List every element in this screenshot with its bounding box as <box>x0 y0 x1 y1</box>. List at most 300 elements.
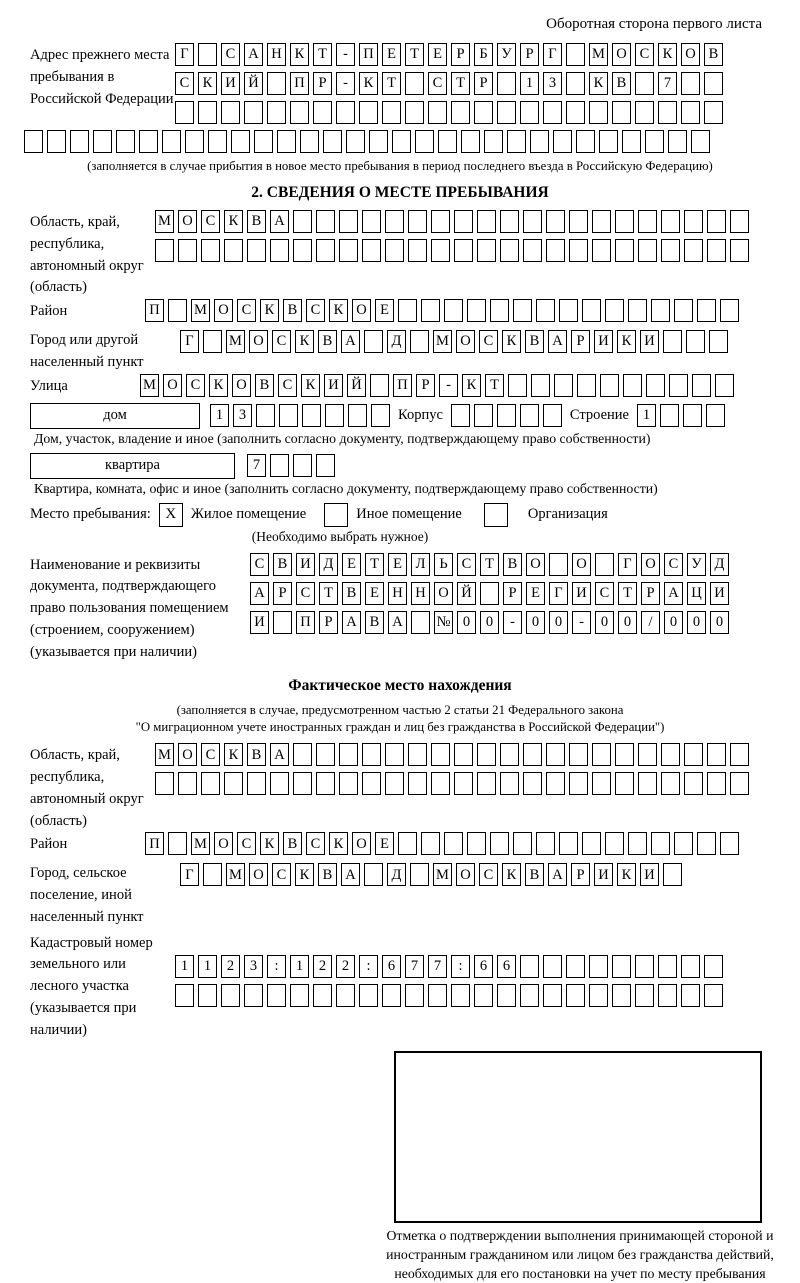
char-box <box>316 210 335 233</box>
char-box <box>709 330 728 353</box>
char-box: П <box>145 832 164 855</box>
char-box <box>451 984 470 1007</box>
char-box: 3 <box>543 72 562 95</box>
char-box <box>454 743 473 766</box>
char-box: С <box>306 299 325 322</box>
district-label: Район <box>30 303 68 319</box>
char-box <box>531 374 550 397</box>
char-box <box>566 72 585 95</box>
char-box: И <box>221 72 240 95</box>
char-box: : <box>451 955 470 978</box>
char-box: И <box>640 330 659 353</box>
char-box: П <box>145 299 164 322</box>
char-box <box>231 130 250 153</box>
char-box <box>371 404 390 427</box>
char-box: М <box>140 374 159 397</box>
char-box: И <box>594 330 613 353</box>
char-box: А <box>342 611 361 634</box>
char-box <box>385 772 404 795</box>
char-box: И <box>296 553 315 576</box>
char-box: Г <box>543 43 562 66</box>
char-box <box>684 743 703 766</box>
char-box: Г <box>180 863 199 886</box>
char-box <box>684 239 703 262</box>
char-box: Д <box>710 553 729 576</box>
char-box: С <box>175 72 194 95</box>
char-box: Р <box>503 582 522 605</box>
char-box: 0 <box>526 611 545 634</box>
char-box: Й <box>457 582 476 605</box>
char-box <box>500 772 519 795</box>
char-box <box>513 832 532 855</box>
char-box <box>382 984 401 1007</box>
char-box: 6 <box>497 955 516 978</box>
char-box <box>454 772 473 795</box>
char-box <box>681 101 700 124</box>
char-box: О <box>612 43 631 66</box>
char-box <box>720 299 739 322</box>
char-box: В <box>255 374 274 397</box>
char-box <box>293 772 312 795</box>
char-box <box>638 743 657 766</box>
char-box <box>254 130 273 153</box>
actual-region-group <box>30 743 800 832</box>
house-row <box>30 403 800 429</box>
char-box <box>467 832 486 855</box>
char-box: С <box>221 43 240 66</box>
char-box <box>681 955 700 978</box>
char-box <box>615 239 634 262</box>
char-box: Р <box>571 863 590 886</box>
char-box: В <box>318 863 337 886</box>
char-box <box>520 101 539 124</box>
char-box <box>359 984 378 1007</box>
prev-address-row-2 <box>175 72 723 95</box>
char-box <box>267 101 286 124</box>
document-row-2 <box>250 582 729 605</box>
char-box: В <box>318 330 337 353</box>
char-box <box>385 743 404 766</box>
char-box: М <box>191 832 210 855</box>
document-row-1 <box>250 553 729 576</box>
char-box <box>290 101 309 124</box>
char-box: К <box>224 210 243 233</box>
char-box <box>273 611 292 634</box>
char-box <box>277 130 296 153</box>
char-box: - <box>336 72 355 95</box>
char-box: Р <box>520 43 539 66</box>
char-box: В <box>503 553 522 576</box>
char-box: Р <box>641 582 660 605</box>
char-box <box>454 210 473 233</box>
char-box: 0 <box>618 611 637 634</box>
char-box: В <box>612 72 631 95</box>
char-box: Й <box>244 72 263 95</box>
char-box <box>410 863 429 886</box>
char-box <box>707 743 726 766</box>
confirmation-stamp-box <box>394 1051 762 1223</box>
char-box: Е <box>365 582 384 605</box>
char-box: О <box>641 553 660 576</box>
char-box <box>451 404 470 427</box>
char-box: 0 <box>687 611 706 634</box>
char-box <box>155 772 174 795</box>
char-box <box>546 772 565 795</box>
char-box <box>500 239 519 262</box>
char-box: Е <box>526 582 545 605</box>
char-box: О <box>163 374 182 397</box>
char-box <box>707 772 726 795</box>
char-box <box>661 743 680 766</box>
char-box <box>293 454 312 477</box>
char-box: К <box>290 43 309 66</box>
char-box <box>484 130 503 153</box>
char-box: О <box>434 582 453 605</box>
char-box: В <box>273 553 292 576</box>
char-box <box>566 984 585 1007</box>
char-box: С <box>306 832 325 855</box>
char-box: С <box>201 210 220 233</box>
char-box <box>576 130 595 153</box>
char-box <box>336 984 355 1007</box>
char-box: 0 <box>595 611 614 634</box>
char-box <box>549 553 568 576</box>
cadastral-label: Кадастровый номер земельного или лесного участка (указывается при наличии) <box>30 934 153 1038</box>
char-box <box>474 404 493 427</box>
char-box <box>592 743 611 766</box>
actual-location-note-1: (заполняется в случае, предусмотренном частью 2 статьи 21 Федерального закона <box>176 703 624 718</box>
char-box: А <box>388 611 407 634</box>
char-box <box>490 832 509 855</box>
char-box <box>546 743 565 766</box>
char-box: К <box>589 72 608 95</box>
char-box <box>203 863 222 886</box>
char-box <box>175 984 194 1007</box>
char-box: - <box>503 611 522 634</box>
char-box <box>536 832 555 855</box>
char-box <box>364 330 383 353</box>
char-box <box>681 984 700 1007</box>
char-box <box>431 239 450 262</box>
char-box: У <box>687 553 706 576</box>
char-box <box>267 72 286 95</box>
actual-district-group <box>30 832 800 861</box>
char-box: О <box>178 210 197 233</box>
char-box: И <box>324 374 343 397</box>
char-box: К <box>617 330 636 353</box>
char-box <box>523 210 542 233</box>
char-box <box>221 984 240 1007</box>
char-box <box>316 772 335 795</box>
char-box <box>592 239 611 262</box>
char-box <box>730 239 749 262</box>
char-box <box>507 130 526 153</box>
char-box <box>669 374 688 397</box>
char-box <box>221 101 240 124</box>
stay-type-note: (Необходимо выбрать нужное) <box>251 528 429 544</box>
char-box: А <box>270 210 289 233</box>
char-box <box>697 832 716 855</box>
actual-region-row-1 <box>155 743 749 766</box>
char-box: К <box>502 330 521 353</box>
char-box <box>415 130 434 153</box>
char-box: 2 <box>336 955 355 978</box>
char-box <box>543 984 562 1007</box>
char-box <box>589 955 608 978</box>
char-box: 2 <box>221 955 240 978</box>
char-box <box>612 101 631 124</box>
char-box: Т <box>313 43 332 66</box>
char-box: О <box>352 832 371 855</box>
char-box <box>370 374 389 397</box>
char-box <box>325 404 344 427</box>
char-box <box>686 330 705 353</box>
char-box: К <box>198 72 217 95</box>
char-box: А <box>244 43 263 66</box>
char-box <box>438 130 457 153</box>
char-box: Л <box>411 553 430 576</box>
char-box <box>554 374 573 397</box>
street-label: Улица <box>30 377 68 394</box>
char-box <box>155 239 174 262</box>
char-box <box>660 404 679 427</box>
city-group <box>30 328 800 374</box>
char-box <box>559 299 578 322</box>
char-box <box>480 582 499 605</box>
document-group <box>30 553 800 664</box>
char-box: В <box>283 299 302 322</box>
char-box <box>201 239 220 262</box>
char-box <box>339 210 358 233</box>
char-box <box>589 101 608 124</box>
char-box <box>730 772 749 795</box>
page-header-note: Оборотная сторона первого листа <box>546 16 762 32</box>
char-box <box>497 72 516 95</box>
char-box: В <box>704 43 723 66</box>
char-box: У <box>497 43 516 66</box>
char-box: 7 <box>405 955 424 978</box>
char-box: Д <box>387 330 406 353</box>
char-box: С <box>186 374 205 397</box>
char-box <box>543 101 562 124</box>
char-box <box>24 130 43 153</box>
char-box: 0 <box>480 611 499 634</box>
char-box <box>477 210 496 233</box>
char-box <box>661 772 680 795</box>
char-box: О <box>526 553 545 576</box>
char-box: Г <box>180 330 199 353</box>
char-box <box>704 101 723 124</box>
char-box <box>270 772 289 795</box>
char-box <box>674 299 693 322</box>
char-box <box>599 130 618 153</box>
char-box <box>684 772 703 795</box>
char-box: Д <box>387 863 406 886</box>
char-box: С <box>479 863 498 886</box>
char-box <box>663 330 682 353</box>
char-box <box>316 239 335 262</box>
char-box: М <box>433 863 452 886</box>
char-box: К <box>617 863 636 886</box>
char-box: Г <box>175 43 194 66</box>
char-box: 1 <box>520 72 539 95</box>
char-box: Б <box>474 43 493 66</box>
char-box <box>362 743 381 766</box>
char-box <box>70 130 89 153</box>
char-box: Е <box>342 553 361 576</box>
char-box <box>615 210 634 233</box>
section2-title: 2. СВЕДЕНИЯ О МЕСТЕ ПРЕБЫВАНИЯ <box>251 184 549 201</box>
char-box: 0 <box>664 611 683 634</box>
char-box <box>408 239 427 262</box>
char-box <box>302 404 321 427</box>
document-row-3 <box>250 611 729 634</box>
char-box <box>663 863 682 886</box>
char-box: О <box>352 299 371 322</box>
char-box: Е <box>388 553 407 576</box>
char-box <box>411 611 430 634</box>
stay-type-label: Место пребывания: <box>30 506 151 522</box>
char-box <box>569 772 588 795</box>
char-box <box>530 130 549 153</box>
char-box: М <box>155 210 174 233</box>
char-box <box>628 299 647 322</box>
char-box: С <box>595 582 614 605</box>
char-box <box>497 404 516 427</box>
actual-region-label: Область, край, республика, автономный округ (область) <box>30 747 144 829</box>
char-box: Р <box>474 72 493 95</box>
prev-address-label: Адрес прежнего места пребывания в Российской Федерации <box>30 47 174 107</box>
char-box <box>431 743 450 766</box>
char-box: Е <box>375 299 394 322</box>
char-box: Т <box>382 72 401 95</box>
char-box: Й <box>347 374 366 397</box>
char-box: / <box>641 611 660 634</box>
char-box <box>339 239 358 262</box>
actual-location-title: Фактическое место нахождения <box>288 677 512 695</box>
char-box: С <box>250 553 269 576</box>
char-box <box>348 404 367 427</box>
char-box: О <box>681 43 700 66</box>
char-box <box>364 863 383 886</box>
char-box <box>623 374 642 397</box>
char-box <box>592 772 611 795</box>
city-label: Город или другой населенный пункт <box>30 332 144 370</box>
char-box <box>405 101 424 124</box>
char-box <box>467 299 486 322</box>
char-box: В <box>525 863 544 886</box>
char-box <box>293 743 312 766</box>
char-box <box>543 404 562 427</box>
char-box <box>168 832 187 855</box>
char-box <box>408 772 427 795</box>
apartment-row <box>30 453 800 479</box>
char-box: Р <box>416 374 435 397</box>
char-box: 7 <box>428 955 447 978</box>
char-box: М <box>191 299 210 322</box>
char-box: 7 <box>658 72 677 95</box>
char-box <box>500 210 519 233</box>
char-box: Т <box>405 43 424 66</box>
other-premises-checkbox <box>324 503 348 527</box>
char-box <box>651 832 670 855</box>
char-box <box>392 130 411 153</box>
char-box: И <box>594 863 613 886</box>
char-box <box>267 984 286 1007</box>
char-box: П <box>296 611 315 634</box>
cadastral-row-2 <box>175 984 723 1007</box>
char-box: М <box>155 743 174 766</box>
apartment-cells <box>247 454 335 477</box>
char-box: Н <box>388 582 407 605</box>
char-box <box>569 743 588 766</box>
char-box: А <box>664 582 683 605</box>
char-box: М <box>226 863 245 886</box>
char-box <box>224 239 243 262</box>
char-box <box>461 130 480 153</box>
char-box: Р <box>451 43 470 66</box>
char-box: О <box>572 553 591 576</box>
char-box: С <box>635 43 654 66</box>
prev-address-row-4 <box>24 130 800 153</box>
house-number-cells <box>210 404 390 427</box>
char-box <box>408 743 427 766</box>
region-label: Область, край, республика, автономный округ (область) <box>30 214 144 296</box>
district-row <box>145 299 739 322</box>
char-box <box>385 239 404 262</box>
char-box: А <box>250 582 269 605</box>
stroenie-label: Строение <box>569 407 629 423</box>
char-box: А <box>341 863 360 886</box>
char-box <box>546 239 565 262</box>
char-box <box>362 239 381 262</box>
char-box: К <box>329 299 348 322</box>
char-box <box>605 832 624 855</box>
char-box <box>546 210 565 233</box>
char-box: П <box>393 374 412 397</box>
char-box: О <box>214 299 233 322</box>
char-box: 0 <box>710 611 729 634</box>
char-box: И <box>640 863 659 886</box>
char-box <box>704 955 723 978</box>
char-box <box>405 72 424 95</box>
document-label: Наименование и реквизиты документа, подтверждающего право пользования помещением (строением, сооружением) (указывается при наличии) <box>30 556 229 660</box>
char-box: 1 <box>290 955 309 978</box>
char-box: 6 <box>474 955 493 978</box>
region-group <box>30 210 800 299</box>
char-box <box>203 330 222 353</box>
char-box <box>730 210 749 233</box>
char-box: Ь <box>434 553 453 576</box>
char-box <box>697 299 716 322</box>
char-box <box>47 130 66 153</box>
char-box <box>290 984 309 1007</box>
char-box: Е <box>428 43 447 66</box>
char-box: О <box>456 863 475 886</box>
char-box <box>313 101 332 124</box>
char-box <box>523 772 542 795</box>
char-box <box>369 130 388 153</box>
char-box: 2 <box>313 955 332 978</box>
other-premises-label: Иное помещение <box>356 506 462 522</box>
char-box <box>444 832 463 855</box>
char-box: - <box>336 43 355 66</box>
char-box: К <box>462 374 481 397</box>
char-box <box>553 130 572 153</box>
char-box <box>336 101 355 124</box>
char-box <box>408 210 427 233</box>
char-box <box>704 984 723 1007</box>
